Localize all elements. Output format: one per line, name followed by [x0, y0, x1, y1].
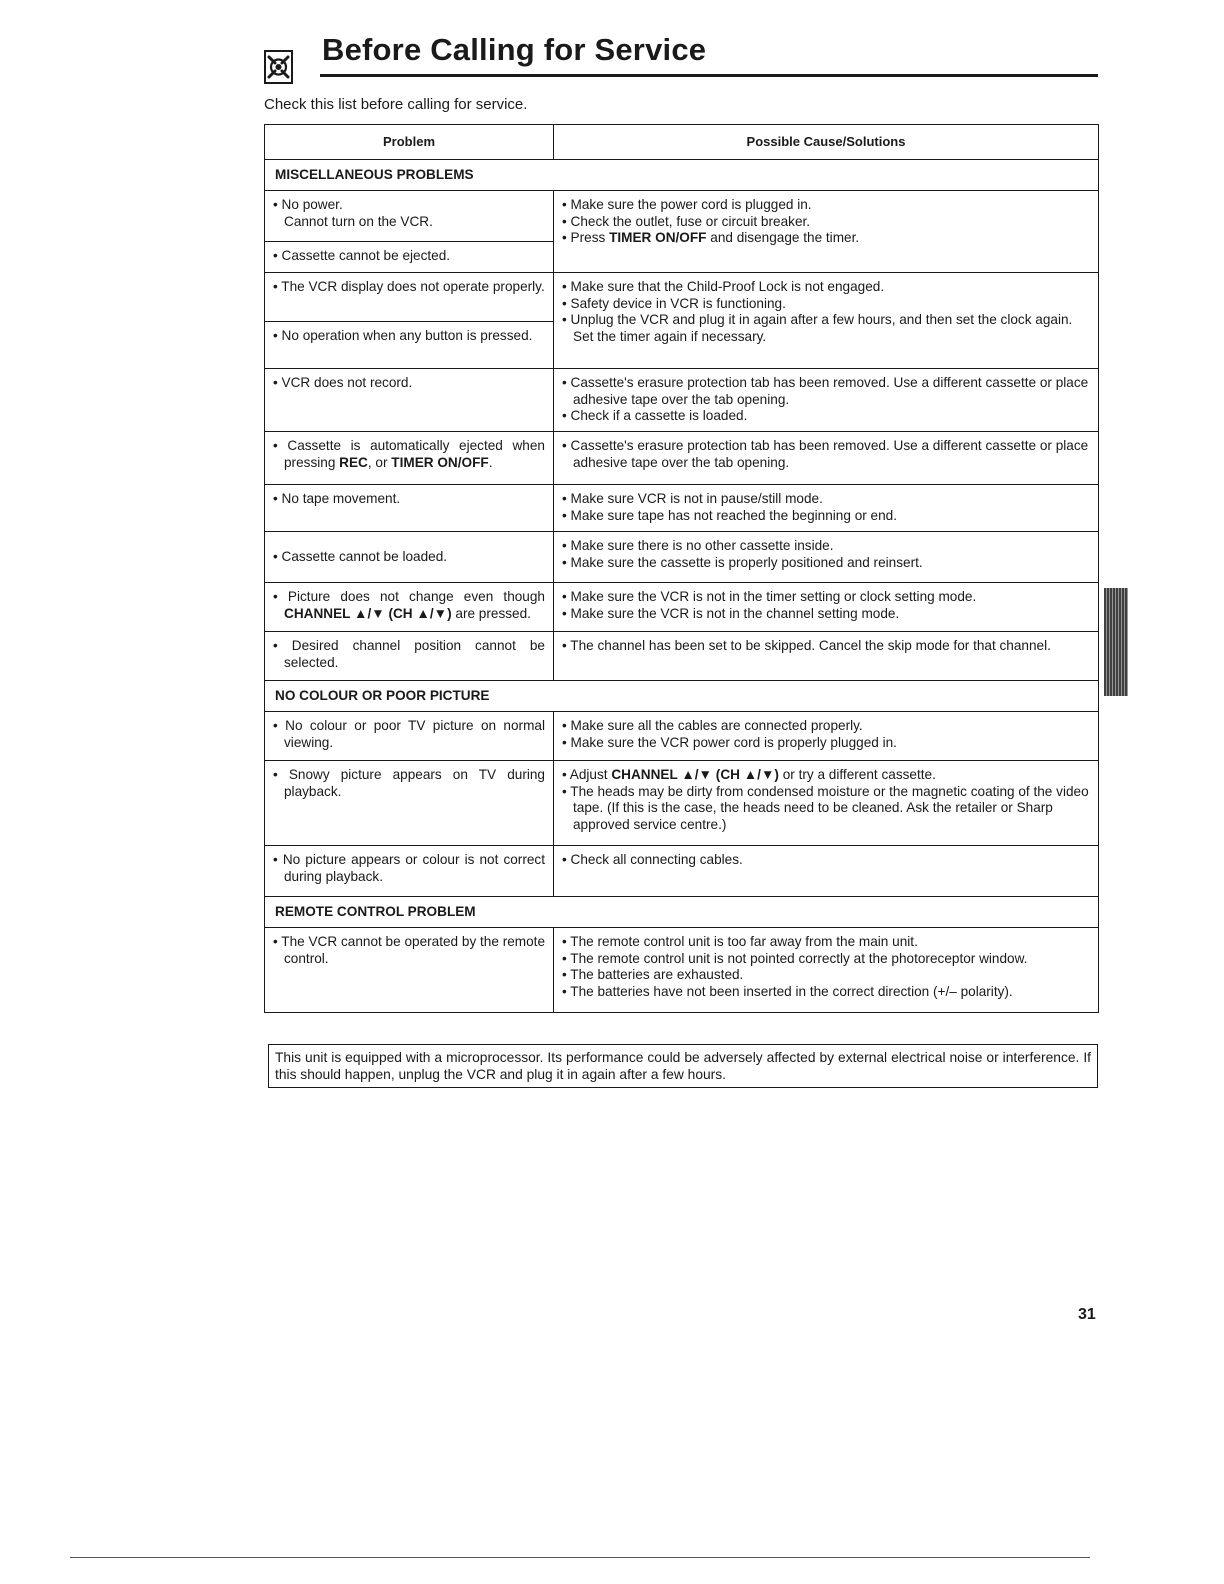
section-misc: MISCELLANEOUS PROBLEMS	[265, 160, 1099, 191]
solution-cell	[554, 712, 1099, 761]
solution-text-part: or try a different cassette.	[778, 767, 936, 782]
title-underline	[320, 74, 1098, 77]
solution-text: • Cassette's erasure protection tab has been removed. Use a different cassette or place adhesive tape over the tab opening.	[562, 438, 1089, 470]
table-row	[265, 432, 1099, 485]
section-row	[265, 897, 1099, 928]
solution-text: • Make sure the VCR power cord is properly plugged in.	[562, 734, 897, 750]
intro-text: Check this list before calling for service.	[264, 96, 528, 113]
problem-text-part: .	[488, 454, 493, 470]
problem-text: • Desired channel position cannot be selected.	[273, 638, 545, 670]
page-title: Before Calling for Service	[322, 32, 707, 67]
problem-text: • VCR does not record.	[273, 375, 413, 390]
problem-cell	[265, 485, 554, 532]
problem-text: • No operation when any button is pressed.	[273, 328, 533, 343]
solution-text-bold: CHANNEL ▲/▼ (CH ▲/▼)	[611, 767, 779, 782]
problem-text-bold: TIMER ON/OFF	[391, 454, 489, 470]
solution-text: • The batteries are exhausted.	[562, 967, 744, 982]
table-row	[265, 928, 1099, 1013]
solution-cell	[554, 532, 1099, 583]
problem-text: • Cassette cannot be ejected.	[273, 248, 451, 263]
solution-text: • The remote control unit is not pointed correctly at the photoreceptor window.	[562, 950, 1028, 966]
problem-cell	[265, 191, 554, 242]
solution-text: • The remote control unit is too far away from the main unit.	[562, 934, 918, 949]
problem-text: • No colour or poor TV picture on normal viewing.	[273, 718, 545, 750]
problem-cell	[265, 846, 554, 897]
solution-text: • Make sure the cassette is properly positioned and reinsert.	[562, 554, 923, 570]
solution-text: • Make sure tape has not reached the beginning or end.	[562, 507, 898, 523]
table-row	[265, 485, 1099, 532]
table-row	[265, 632, 1099, 681]
problem-text-bold: CHANNEL ▲/▼ (CH ▲/▼)	[284, 605, 452, 621]
problem-text-part: • Picture does not change even though	[273, 589, 545, 604]
table-row	[265, 532, 1099, 583]
problem-cell	[265, 242, 554, 273]
table-row	[265, 273, 1099, 322]
problem-text: • The VCR cannot be operated by the remote control.	[273, 934, 546, 966]
problem-text-part: • Cassette is automatically ejected when pressing	[273, 438, 545, 470]
solution-text: • Make sure that the Child-Proof Lock is not engaged.	[562, 279, 885, 294]
solution-cell	[554, 273, 1099, 369]
column-header-problem: Problem	[265, 125, 554, 160]
section-remote: REMOTE CONTROL PROBLEM	[265, 897, 1099, 928]
solution-text: • Make sure there is no other cassette inside.	[562, 538, 834, 553]
problem-cell	[265, 712, 554, 761]
solution-cell	[554, 928, 1099, 1013]
solution-cell	[554, 369, 1099, 432]
problem-text-part: , or	[367, 454, 392, 470]
solution-text: • Make sure VCR is not in pause/still mode.	[562, 491, 823, 506]
solution-cell	[554, 632, 1099, 681]
solution-cell	[554, 846, 1099, 897]
problem-cell	[265, 761, 554, 846]
problem-text: • Cassette cannot be loaded.	[273, 548, 448, 564]
table-row	[265, 761, 1099, 846]
table-row	[265, 846, 1099, 897]
solution-cell	[554, 432, 1099, 485]
solution-text: • The batteries have not been inserted in the correct direction (+/– polarity).	[562, 983, 1013, 999]
solution-text: • Make sure all the cables are connected properly.	[562, 718, 863, 733]
problem-text: • Snowy picture appears on TV during playback.	[273, 767, 545, 799]
solution-cell	[554, 191, 1099, 273]
column-header-solutions: Possible Cause/Solutions	[554, 125, 1099, 160]
solution-text: • Make sure the VCR is not in the timer setting or clock setting mode.	[562, 589, 977, 604]
solution-text-part: • Adjust	[562, 767, 612, 782]
problem-cell	[265, 632, 554, 681]
table-row	[265, 712, 1099, 761]
problem-cell	[265, 369, 554, 432]
solution-cell	[554, 485, 1099, 532]
problem-cell	[265, 928, 554, 1013]
problem-text: • No power.	[273, 197, 343, 212]
section-thumb-tab	[1104, 588, 1128, 696]
table-row	[265, 369, 1099, 432]
problem-cell	[265, 532, 554, 583]
solution-text: • Check the outlet, fuse or circuit breaker.	[562, 213, 811, 229]
solution-text: • Safety device in VCR is functioning.	[562, 295, 786, 311]
problem-text	[273, 438, 545, 471]
page-number: 31	[1078, 1306, 1096, 1323]
solution-cell	[554, 583, 1099, 632]
microprocessor-note: This unit is equipped with a microprocessor. Its performance could be adversely affected by external electrical noise or interference. If this should happen, unplug the VCR and plug it in again after a few hours.	[268, 1044, 1098, 1088]
problem-text-bold: REC	[339, 454, 368, 470]
solution-text: • The channel has been set to be skipped. Cancel the skip mode for that channel.	[562, 638, 1051, 653]
solution-text: • Check if a cassette is loaded.	[562, 408, 748, 423]
table-header-row	[265, 125, 1099, 160]
section-row	[265, 681, 1099, 712]
table-row	[265, 583, 1099, 632]
troubleshooting-table	[264, 124, 1099, 1013]
problem-cell	[265, 432, 554, 485]
solution-text: • The heads may be dirty from condensed moisture or the magnetic coating of the video tape. (If this is the case, the heads need to be cleaned. Ask the retailer or Sharp approved service centre.)	[562, 783, 1089, 832]
solution-text: • Cassette's erasure protection tab has been removed. Use a different cassette or place adhesive tape over the tab opening.	[562, 375, 1089, 407]
problem-cell	[265, 273, 554, 322]
solution-text-bold: TIMER ON/OFF	[609, 230, 707, 245]
solution-text	[562, 230, 1090, 247]
solution-text: • Make sure the VCR is not in the channel setting mode.	[562, 605, 900, 621]
table-row	[265, 191, 1099, 242]
problem-text	[273, 589, 545, 622]
problem-text: Cannot turn on the VCR.	[284, 213, 433, 229]
problem-text-part: are pressed.	[451, 605, 531, 621]
service-tools-icon	[264, 50, 293, 84]
section-colour: NO COLOUR OR POOR PICTURE	[265, 681, 1099, 712]
solution-text: • Make sure the power cord is plugged in.	[562, 197, 812, 212]
problem-cell	[265, 322, 554, 369]
bottom-rule	[70, 1557, 1090, 1558]
solution-text: • Unplug the VCR and plug it in again after a few hours, and then set the clock again. Set the timer again if necessary.	[562, 312, 1073, 344]
solution-text-part: • Press	[562, 230, 610, 245]
solution-cell	[554, 761, 1099, 846]
solution-text: • Check all connecting cables.	[562, 852, 743, 867]
section-row	[265, 160, 1099, 191]
problem-text: • No picture appears or colour is not correct during playback.	[273, 852, 545, 884]
problem-cell	[265, 583, 554, 632]
solution-text	[562, 767, 1090, 784]
solution-text-part: and disengage the timer.	[706, 230, 860, 245]
problem-text: • The VCR display does not operate properly.	[273, 279, 545, 294]
problem-text: • No tape movement.	[273, 491, 401, 506]
